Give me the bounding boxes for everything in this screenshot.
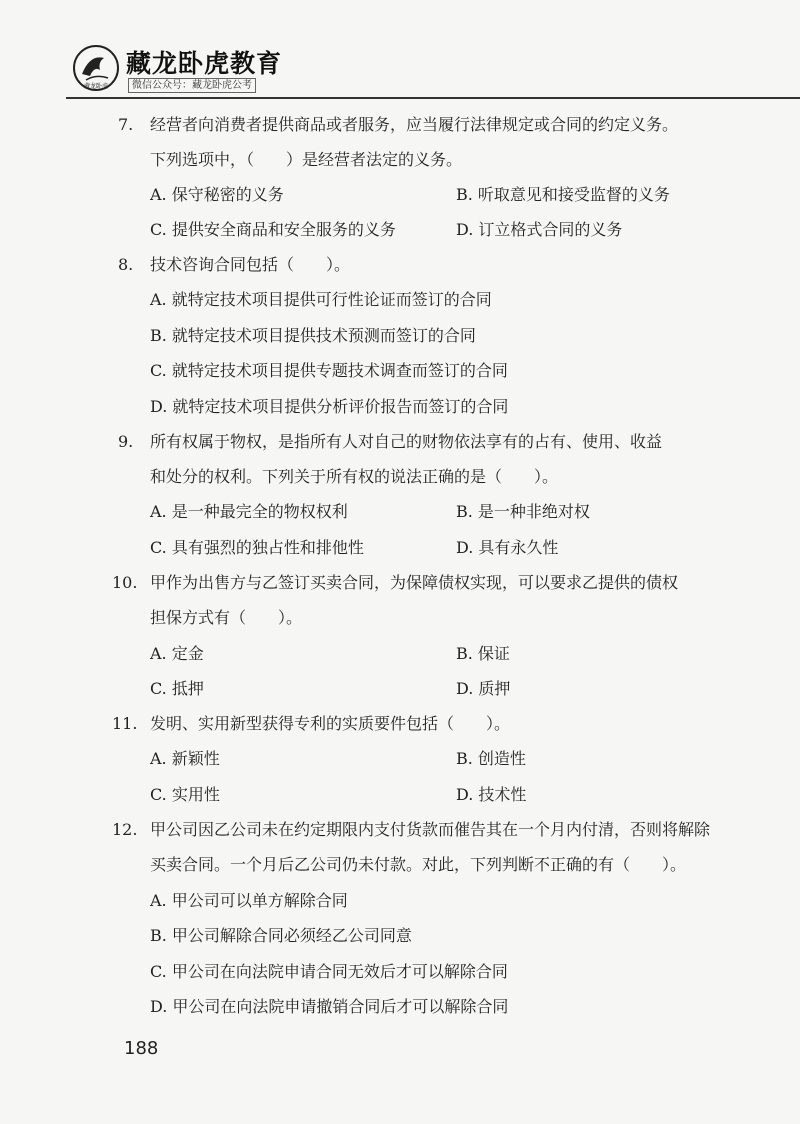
page-header [0,0,800,100]
question-number: 11. [112,714,138,733]
option: B. 保证 [456,644,510,663]
option: D. 技术性 [456,785,527,804]
option: C. 实用性 [150,785,220,804]
option: A. 甲公司可以单方解除合同 [150,891,348,910]
option: A. 就特定技术项目提供可行性论证而签订的合同 [150,290,492,309]
question-number: 9. [118,432,134,451]
option: B. 听取意见和接受监督的义务 [456,185,670,204]
question-stem-line: 买卖合同。一个月后乙公司仍未付款。对此，下列判断不正确的有（ ）。 [150,855,687,874]
option: C. 具有强烈的独占性和排他性 [150,538,364,557]
option: B. 创造性 [456,749,526,768]
question-stem-line: 下列选项中，（ ）是经营者法定的义务。 [150,150,463,169]
option: B. 是一种非绝对权 [456,502,590,521]
option: D. 就特定技术项目提供分析评价报告而签订的合同 [150,397,509,416]
option: D. 具有永久性 [456,538,559,557]
page-number: 188 [124,1038,159,1059]
option: A. 是一种最完全的物权权利 [150,502,348,521]
question-stem-line: 甲公司因乙公司未在约定期限内支付货款而催告其在一个月内付清，否则将解除 [150,820,711,839]
logo-text: 藏龙卧虎 [83,83,109,90]
option: D. 质押 [456,679,511,698]
option: C. 甲公司在向法院申请合同无效后才可以解除合同 [150,962,508,981]
question-stem-line: 所有权属于物权，是指所有人对自己的财物依法享有的占有、使用、收益 [150,432,663,451]
question-stem-line: 担保方式有（ ）。 [150,608,303,627]
question-stem-line: 经营者向消费者提供商品或者服务，应当履行法律规定或合同的约定义务。 [150,115,679,134]
question-number: 10. [112,573,138,592]
question-stem-line: 和处分的权利。下列关于所有权的说法正确的是（ ）。 [150,467,559,486]
option: B. 就特定技术项目提供技术预测而签订的合同 [150,326,476,345]
option: A. 新颖性 [150,749,220,768]
option: A. 保守秘密的义务 [150,185,284,204]
brand-subtitle: 微信公众号：藏龙卧虎公考 [128,78,256,93]
brand-title: 藏龙卧虎教育 [126,49,283,78]
question-stem-line: 甲作为出售方与乙签订买卖合同，为保障债权实现，可以要求乙提供的债权 [150,573,679,592]
option: B. 甲公司解除合同必须经乙公司同意 [150,926,412,945]
question-number: 8. [118,255,134,274]
question-number: 7. [118,115,134,134]
question-stem-line: 发明、实用新型获得专利的实质要件包括（ ）。 [150,714,511,733]
option: A. 定金 [150,644,204,663]
option: C. 就特定技术项目提供专题技术调查而签订的合同 [150,361,508,380]
option: C. 提供安全商品和安全服务的义务 [150,220,396,239]
header-divider [66,97,800,99]
question-number: 12. [112,820,138,839]
option: C. 抵押 [150,679,204,698]
option: D. 甲公司在向法院申请撤销合同后才可以解除合同 [150,997,509,1016]
logo-icon [72,44,120,92]
option: D. 订立格式合同的义务 [456,220,623,239]
question-stem-line: 技术咨询合同包括（ ）。 [150,255,351,274]
